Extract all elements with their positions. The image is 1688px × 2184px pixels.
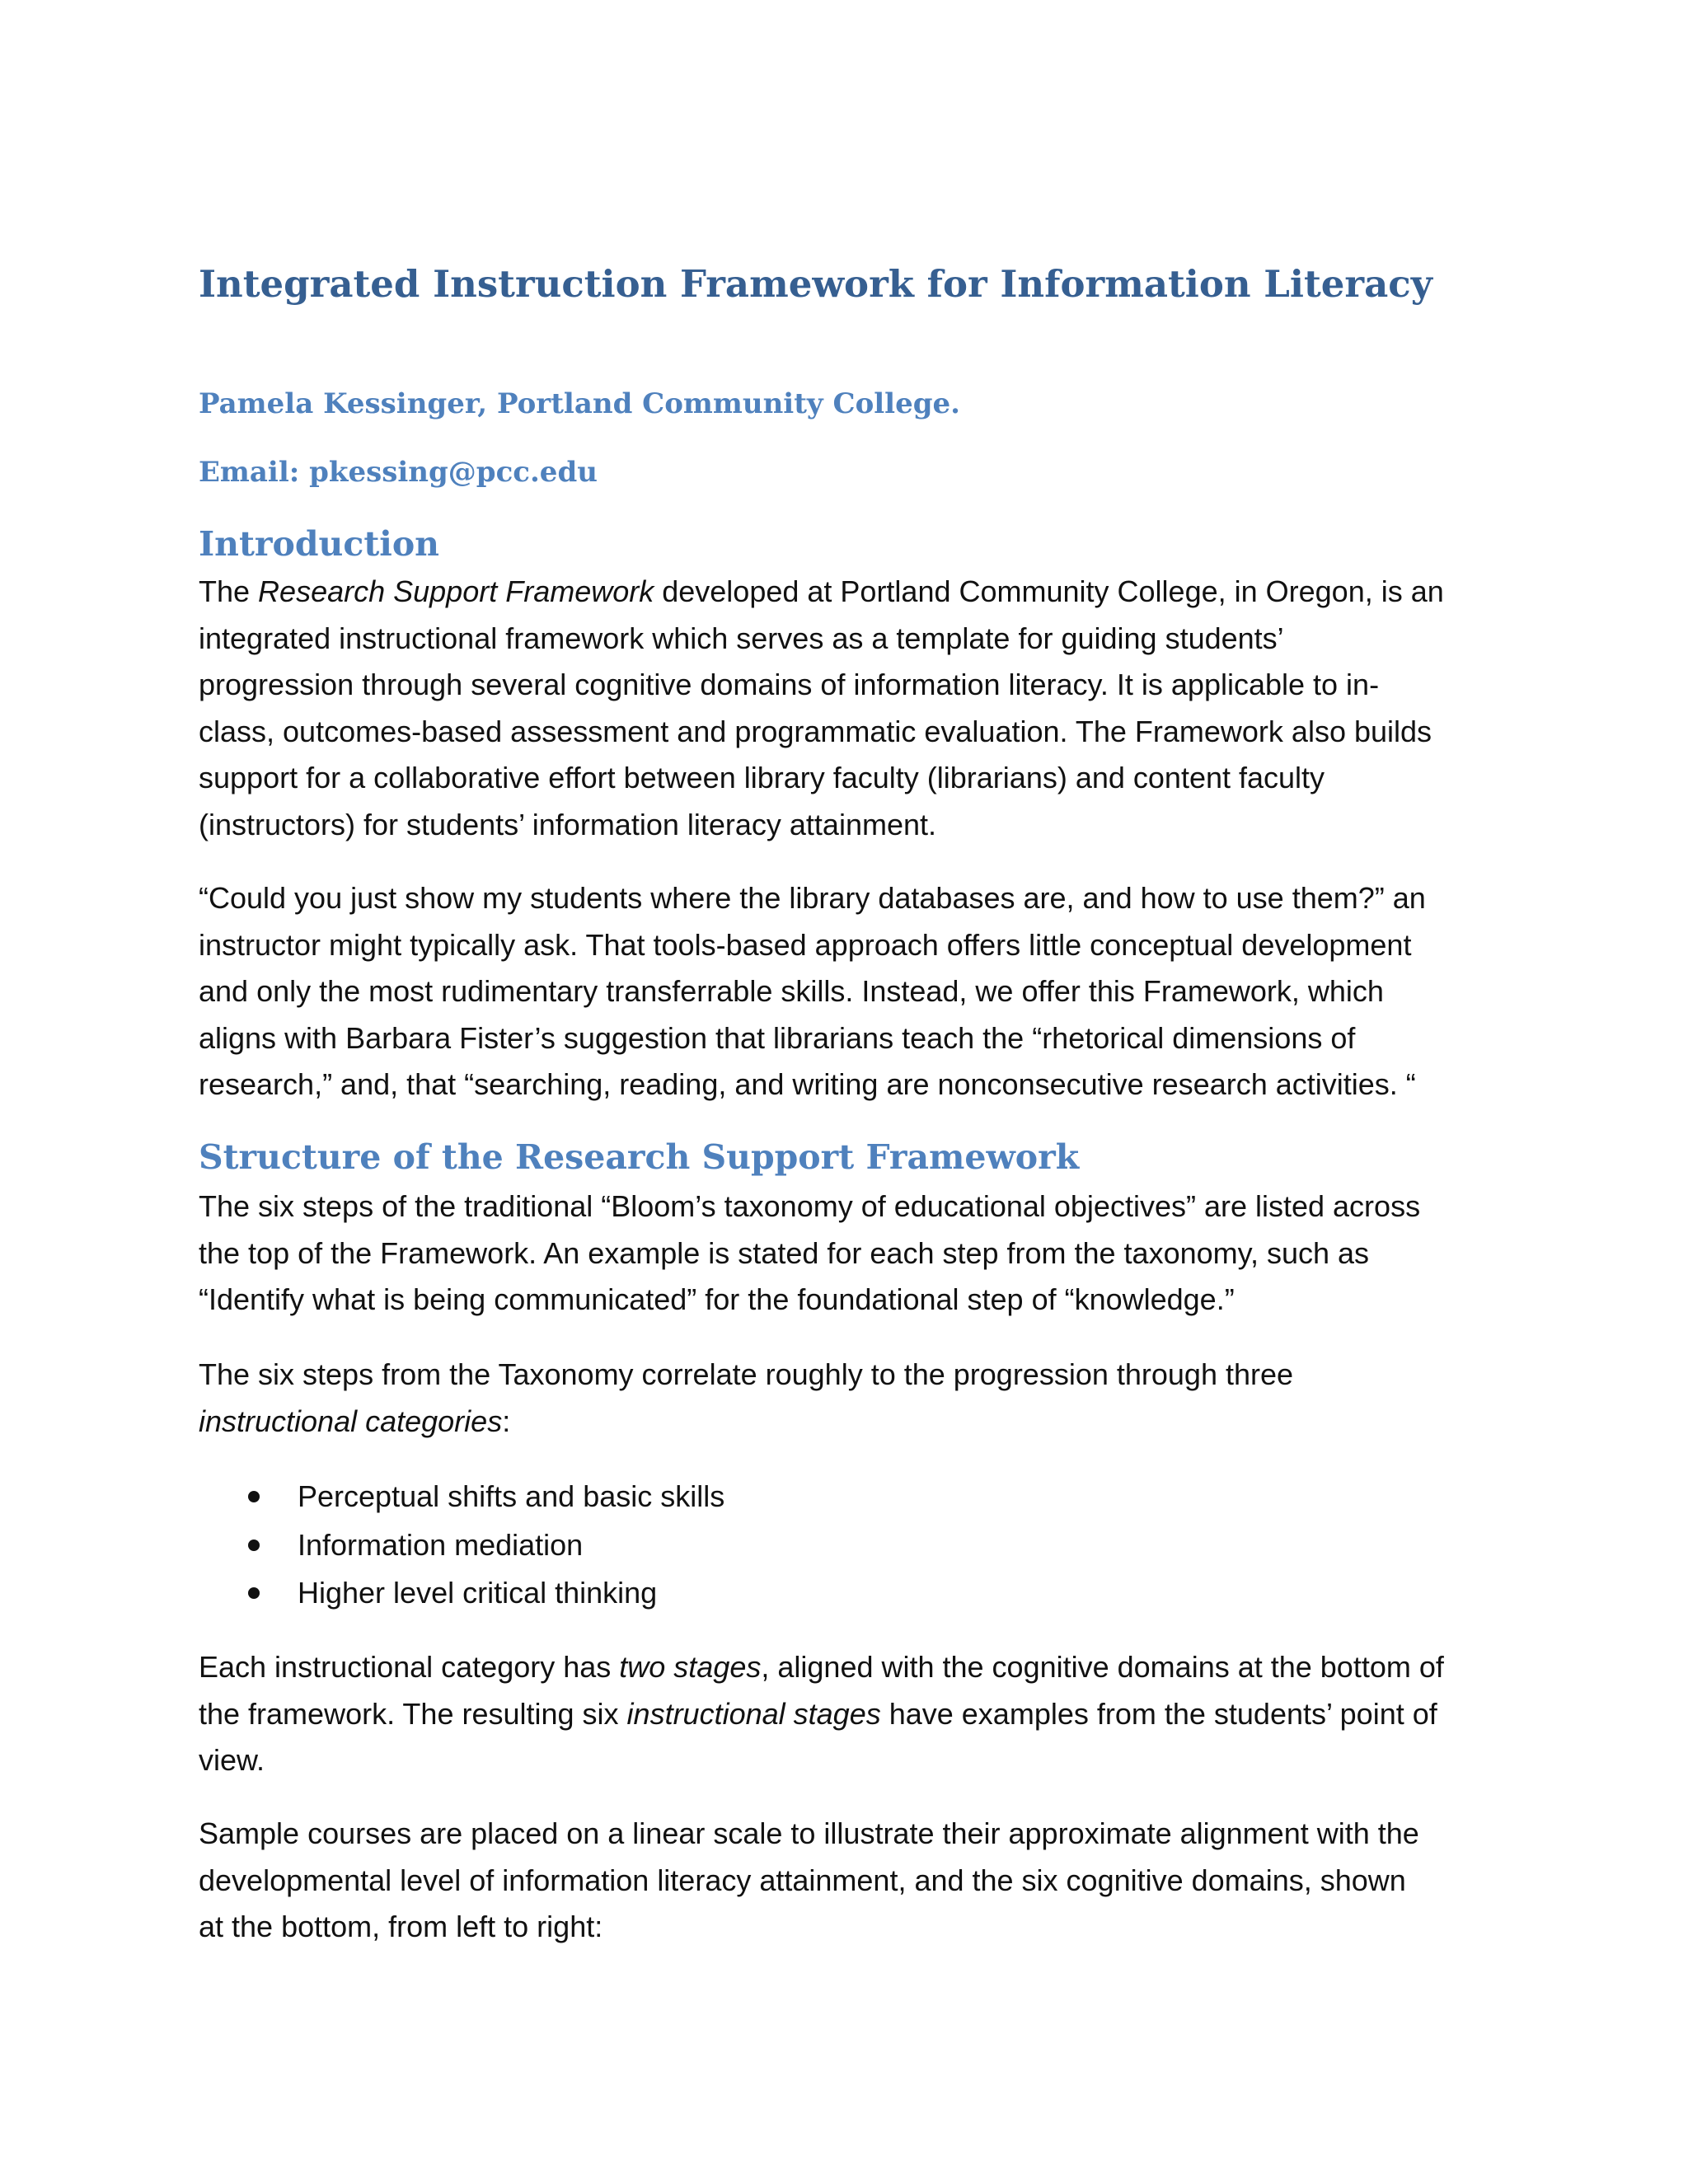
text-line: The six steps from the Taxonomy correlate roughly to the progression through three xyxy=(199,1357,1294,1391)
text-line: “Could you just show my students where the library databases are, and how to use them?” an xyxy=(199,881,1426,915)
text-line: Each instructional category has two stages, aligned with the cognitive domains at the bottom of xyxy=(199,1650,1444,1684)
text-line: support for a collaborative effort between library faculty (librarians) and content faculty xyxy=(199,761,1325,794)
text-line: instructional categories: xyxy=(199,1404,511,1438)
text-line: instructor might typically ask. That tools-based approach offers little conceptual development xyxy=(199,927,1412,962)
text-line: and only the most rudimentary transferrable skills. Instead, we offer this Framework, which xyxy=(199,974,1384,1008)
list-item: Perceptual shifts and basic skills xyxy=(199,1473,724,1521)
text-line: aligns with Barbara Fister’s suggestion that librarians teach the “rhetorical dimensions of xyxy=(199,1020,1356,1055)
text-line: The six steps of the traditional “Bloom’s taxonomy of educational objectives” are listed across xyxy=(199,1189,1421,1223)
structure-paragraph-4 xyxy=(199,1811,1501,1951)
text-line: at the bottom, from left to right: xyxy=(199,1910,603,1943)
text-line: class, outcomes-based assessment and programmatic evaluation. The Framework also builds xyxy=(199,714,1432,748)
text-line: the framework. The resulting six instructional stages have examples from the students’ point of xyxy=(199,1696,1437,1731)
structure-heading: Structure of the Research Support Framework xyxy=(199,1137,1080,1177)
introduction-paragraph-2 xyxy=(199,875,1501,1108)
structure-paragraph-2 xyxy=(199,1352,1501,1445)
text-line: the top of the Framework. An example is stated for each step from the taxonomy, such as xyxy=(199,1235,1370,1270)
text-line: view. xyxy=(199,1743,265,1777)
text-line: progression through several cognitive domains of information literacy. It is applicable to in- xyxy=(199,668,1380,701)
bullet-icon xyxy=(248,1540,260,1551)
bullet-icon xyxy=(248,1491,260,1502)
list-item: Higher level critical thinking xyxy=(199,1569,724,1618)
bullet-icon xyxy=(248,1587,260,1599)
text-line: research,” and, that “searching, reading, and writing are nonconsecutive research activities. “ xyxy=(199,1067,1416,1101)
instructional-categories-list xyxy=(199,1473,724,1618)
text-line: developmental level of information literacy attainment, and the six cognitive domains, shown xyxy=(199,1863,1406,1897)
list-item: Information mediation xyxy=(199,1521,724,1570)
author-line: Pamela Kessinger, Portland Community College. xyxy=(199,387,960,420)
text-line: Sample courses are placed on a linear scale to illustrate their approximate alignment with the xyxy=(199,1816,1419,1850)
introduction-heading: Introduction xyxy=(199,524,439,564)
introduction-paragraph-1 xyxy=(199,569,1501,848)
structure-paragraph-1 xyxy=(199,1183,1501,1324)
text-line: integrated instructional framework which serves as a template for guiding students’ xyxy=(199,621,1284,655)
text-line: The Research Support Framework developed at Portland Community College, in Oregon, is an xyxy=(199,574,1444,608)
email-line: Email: pkessing@pcc.edu xyxy=(199,456,598,489)
structure-paragraph-3 xyxy=(199,1644,1501,1784)
text-line: (instructors) for students’ information literacy attainment. xyxy=(199,807,937,841)
text-line: “Identify what is being communicated” for the foundational step of “knowledge.” xyxy=(199,1282,1235,1316)
document-title: Integrated Instruction Framework for Information Literacy xyxy=(199,262,1432,306)
